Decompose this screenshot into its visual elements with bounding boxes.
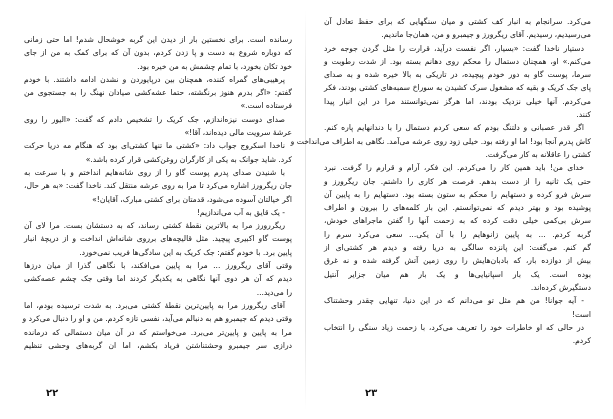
text-line: که دوباره شروع به دست و پا زدن کردم، بدون آن که برای کمک به من از جای [24,48,292,58]
left-page-text [24,33,292,352]
text-line: کرد. شاید جوانک به یکی از کارگران روغن‌کشی قرار کرده باشد.» [85,154,292,164]
left-page [0,0,306,419]
text-line: دستگیرش کرده‌اند. [530,282,591,292]
text-line: می‌رسیدیم، رسیدیم. آقای ریگرورز و جیمبرو و من، همان‌جا ماندیم. [381,30,591,40]
left-page-number: ۲۲ [46,388,59,399]
text-line: دیدم که آن هر دوی آنها نگاهی به یکدیگر کردند اما وقتی جک چشم عصه‌کشی [24,274,292,284]
text-line: سرما، پوست گاو به دور خودم پیچیده، در تاریکی به بالا خیره شده و به صدای [324,70,591,80]
right-page [290,0,613,419]
text-line: آقای ریگرورز مرا به پایین‌ترین نقطهٔ کشتی می‌برد. به شدت ترسیده بودم، اما [24,300,285,310]
text-line: کنند. [576,110,591,120]
text-line: وقتی آقای ریگرورز ... مرا به پایین می‌افکند، با نگاهی گذرا از میان درز‌ها [24,261,292,271]
text-line: وقتی دیدم که جیمبرو هم به دنبالم می‌آید، نفسی تازه کردم. من و او را دنبال می‌کرد و [22,314,292,324]
text-line: فرستاده است.» [240,101,292,111]
text-line: گفتم: «اگر بدرم هنوز برنگشته، حتما عشه‌کشی صیادان نهنگ را به جستجوی من [24,88,292,98]
text-line: پرهیبی‌های گمراه کننده، همچنان بین درپایوردن و نشدن ادامه داشتند. با خودم [24,74,285,84]
text-line: درازی سر جیمبرو وحشتناشتن فریاد بکشم، اما ان گربه‌های وحشی تنظیم [24,340,292,350]
text-line: پوشیده بود و بهتر دیدم که نمی‌توانستم. این بار کلمه‌های را بیرون و اطراف [324,203,591,213]
text-line: سرش فرو کرده و دستهایم را محکم به ستون بسته بود. دستهایم را به پایین آن [324,189,591,199]
text-line: می‌کنم.» او، همچنان دستمال را محکم روی دهانم بسته بود. از شدت رطوبت و [324,56,591,66]
text-line: را می‌دید... [256,287,292,297]
text-line: با شنیدن صدای پدرم پوست گاو را از روی شانه‌هایم انداختم و با سرعت به [24,167,285,177]
text-line: کاش پدرم آنجا بود! اما او رفته بود. خیلی زود روی عرشه می‌آمد. نگاهی به اطراف می‌انداخت و [290,136,591,146]
text-line: اگر قدر عصبانی و دلتنگ بودم که سعی کردم دستمال را با دندانهایم پاره کنم. [324,123,584,133]
text-line: بیش از دوازده بار، که بادبان‌هایش را روی زمین آتش گرفته شده و نه غرق [324,256,591,266]
text-line: خدای من! باید همین کار را می‌کردم. این فکر، آرام و قرارم را گرفت. نبرد [324,163,584,173]
text-line: پوست گاو اکبیری پیچید. مثل قالیچه‌های برروی شانه‌اش انداخت و از دریچهٔ انبار [24,234,292,244]
text-line: مرا به پایین و پایین‌تر می‌برد. می‌خواستم که در آن میان دستمالی که درمانده [24,327,292,337]
text-line: پای جک کریک و بقیه که مشغول سرک کشیدن به سوراخ سمبه‌های کشتی بودند، فکر [324,83,591,93]
text-line: عرشهٔ سرویت مالی دیده‌اند، آقا!» [184,128,292,138]
text-line: کشتی را عاقلانه به کار می‌گرفت. [485,149,591,159]
text-line: در حالی که او خاطرات خود را تعریف می‌کرد، با زحمت زیاد سنگی را انتخاب [324,322,584,332]
text-line: خود تکان بخورد، با تمام چشمش به من خیره بود. [137,61,292,71]
right-page-text [290,15,591,347]
text-line: رسانده است. برای نخستین بار از دیدن این گربه خوشحال شدم! اما حتی زمانی [24,35,292,44]
text-line: کردم. [572,336,591,346]
text-line: می‌کرد. سرانجام به انبار کف کشتی و میان سنگهایی که برای حفظ تعادل آن [324,17,591,26]
text-line: صدای دوست نیزه‌اندازم، جک کریک را تشخیص دادم که گفت: «الیور را روی [24,114,285,124]
text-line: پایین برد. با خودم گفتم: جک کریک به این سادگی‌ها فریب نمی‌خورد. [79,247,292,257]
text-line: بوده است. یک بار اسپانیایی‌ها و یک بار هم میان جزایر آنتیل [324,269,591,279]
text-line: ریگررورز مرا به بالاترین نقطهٔ کشتی رساند، که به دستشان بست. مرا لای آن [24,221,285,231]
text-line: است! [572,309,591,319]
text-line: گم کنم. می‌گفت: این پانزده سالگی به دریا رفته و دیدم هر کشتی‌ای از [324,243,591,253]
text-line: دستیار ناخدا گفت: «بسیار، اگر نفست درآید، قرارت را مثل گردن جوجه خرد [324,43,584,53]
text-line: - یک قایق به آب می‌اندازیم! [196,207,285,217]
text-line: ناخدا اسکروج جواب داد: «کشتی ما تنها کشتی‌ای بود که هنگام مه دریا حرکت [24,141,285,151]
text-line: سرش بی‌کمی خیلی دقت کرده که به زحمت آنها را گفتن ماجرا‌های خودش، [324,216,591,226]
text-line: حتی یک ثانیه را از دست بدهم. فرصت هر کاری را داشتم. جان ریگرورز و [324,176,591,186]
text-line: - آیه جوانا! من هم مثل تو می‌دانم که در این دنیا، تنهایی چقدر وحشتناک [324,296,584,306]
text-line: جان ریگرورز اشاره می‌کرد تا مرا به روی عرشه منتقل کند. ناخدا گفت: «به هر حال، [24,181,292,191]
text-line: می‌کردم. آنها خیلی نزدیک بودند، اما هرگز نمی‌توانستند مرا در این انبار پیدا [324,96,591,106]
right-page-number: ۲۳ [365,388,378,399]
text-line: اگر خیالتان آسوده می‌شود، قدمتان برای کشتی مبارک، آقایان!» [92,194,292,204]
text-line: گربه کردم. ... به پایین زانوهایم را با آن یکی... سعی می‌کرد سرم را [324,229,591,239]
